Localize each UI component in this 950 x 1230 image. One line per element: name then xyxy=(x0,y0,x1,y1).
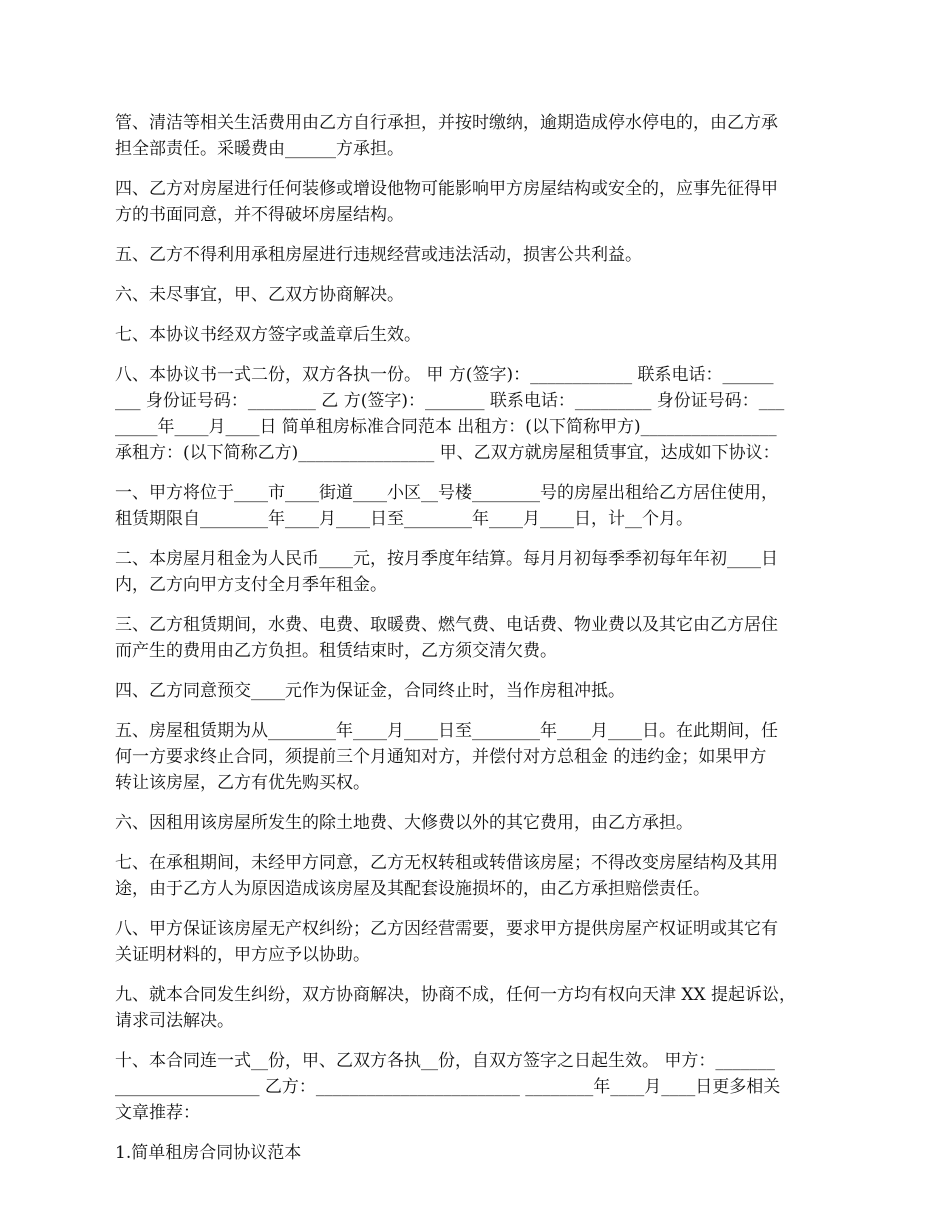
paragraph xyxy=(115,718,840,796)
text-line: 方的书面同意，并不得破坏房屋结构。 xyxy=(115,205,404,225)
text-line: 五、房屋租赁期为从________年____月____日至________年____月____日。在此期间，任 xyxy=(115,721,778,741)
text-line: 八、甲方保证该房屋无产权纠纷；乙方因经营需要，要求甲方提供房屋产权证明或其它有 xyxy=(115,919,778,939)
text-line: 四、乙方同意预交____元作为保证金，合同终止时，当作房租冲抵。 xyxy=(115,681,625,701)
text-line: 管、清洁等相关生活费用由乙方自行承担，并按时缴纳，逾期造成停水停电的，由乙方承 xyxy=(115,113,778,133)
paragraph xyxy=(115,678,840,704)
text-line: 转让该房屋，乙方有优先购买权。 xyxy=(115,773,370,793)
text-line: 何一方要求终止合同，须提前三个月通知对方，并偿付对方总租金 的违约金；如果甲方 xyxy=(115,747,767,767)
text-line: 十、本合同连一式__份，甲、乙双方各执__份，自双方签字之日起生效。 甲方：_______ xyxy=(115,1051,775,1071)
paragraph xyxy=(115,362,840,466)
text-line: ___ 身份证号码：________ 乙 方(签字)：_______ 联系电话：_________ 身份证号码：___ xyxy=(115,391,785,411)
paragraph xyxy=(115,282,840,308)
text-line: 七、本协议书经双方签字或盖章后生效。 xyxy=(115,325,421,345)
text-line: 六、因租用该房屋所发生的除土地费、大修费以外的其它费用，由乙方承担。 xyxy=(115,813,693,833)
paragraph xyxy=(115,480,840,532)
paragraph xyxy=(115,176,840,228)
paragraph xyxy=(115,982,840,1034)
text-line: 关证明材料的，甲方应予以协助。 xyxy=(115,945,370,965)
text-line: 承租方：(以下简称乙方)________________ 甲、乙双方就房屋租赁事宜，达成如下协议： xyxy=(115,443,780,463)
text-line: 八、本协议书一式二份，双方各执一份。 甲 方(签字)：____________ 联系电话：______ xyxy=(115,365,774,385)
text-line: 四、乙方对房屋进行任何装修或增设他物可能影响甲方房屋结构或安全的，应事先征得甲 xyxy=(115,179,778,199)
text-line: 而产生的费用由乙方负担。租赁结束时，乙方须交清欠费。 xyxy=(115,641,557,661)
text-line: 九、就本合同发生纠纷，双方协商解决，协商不成，任何一方均有权向天津 XX 提起诉讼， xyxy=(115,985,797,1005)
paragraph xyxy=(115,546,840,598)
paragraph xyxy=(115,110,840,162)
document-page xyxy=(115,110,840,1180)
text-line: 七、在承租期间，未经甲方同意，乙方无权转租或转借该房屋；不得改变房屋结构及其用 xyxy=(115,853,778,873)
text-line: 一、甲方将位于____市____街道____小区__号楼________号的房屋出租给乙方居住使用， xyxy=(115,483,778,503)
text-line: 二、本房屋月租金为人民币____元，按月季度年结算。每月月初每季季初每年年初____日 xyxy=(115,549,778,569)
paragraph xyxy=(115,612,840,664)
text-line: _________________ 乙方：________________________ ________年____月____日更多相关 xyxy=(115,1077,781,1097)
paragraph xyxy=(115,242,840,268)
text-line: 担全部责任。采暖费由______方承担。 xyxy=(115,139,404,159)
related-article-link[interactable] xyxy=(115,1140,840,1166)
text-line: 五、乙方不得利用承租房屋进行违规经营或违法活动，损害公共利益。 xyxy=(115,245,642,265)
paragraph xyxy=(115,1048,840,1126)
text-line: 文章推荐： xyxy=(115,1103,200,1123)
text-line: 请求司法解决。 xyxy=(115,1011,234,1031)
text-line: 三、乙方租赁期间，水费、电费、取暖费、燃气费、电话费、物业费以及其它由乙方居住 xyxy=(115,615,778,635)
paragraph xyxy=(115,850,840,902)
text-line: 租赁期限自________年____月____日至________年____月____日，计__个月。 xyxy=(115,509,693,529)
text-line: 内，乙方向甲方支付全月季年租金。 xyxy=(115,575,387,595)
text-line[interactable]: 1.简单租房合同协议范本 xyxy=(115,1143,302,1163)
text-line: _____年____月____日 简单租房标准合同范本 出租方：(以下简称甲方)________________ xyxy=(115,417,777,437)
text-line: 途，由于乙方人为原因造成该房屋及其配套设施损坏的，由乙方承担赔偿责任。 xyxy=(115,879,710,899)
paragraph xyxy=(115,810,840,836)
paragraph xyxy=(115,916,840,968)
paragraph xyxy=(115,322,840,348)
text-line: 六、未尽事宜，甲、乙双方协商解决。 xyxy=(115,285,404,305)
